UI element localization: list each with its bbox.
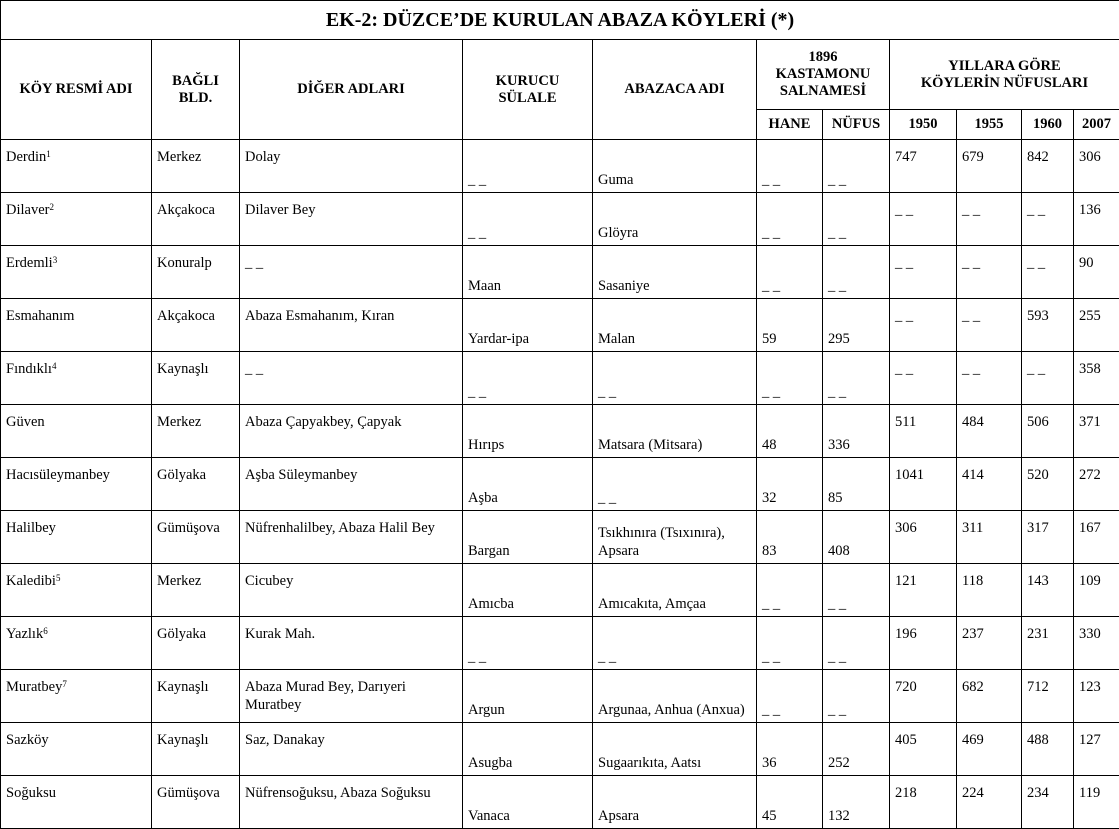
- cell-kurucu: Bargan: [463, 511, 593, 564]
- cell-1950: 121: [890, 564, 957, 617]
- cell-hane: 36: [757, 723, 823, 776]
- table-row: [1, 458, 1119, 511]
- cell-1955: 224: [957, 776, 1022, 829]
- cell-abazaca: Malan: [593, 299, 757, 352]
- cell-1960: 506: [1022, 405, 1074, 458]
- cell-nufus: 132: [823, 776, 890, 829]
- header-yillara-gore-nufus: YILLARA GÖRE KÖYLERİN NÜFUSLARI: [890, 40, 1119, 110]
- cell-koy: Muratbey$^7$: [1, 670, 152, 723]
- cell-1950: 218: [890, 776, 957, 829]
- table-row: [1, 352, 1119, 405]
- cell-kurucu: Vanaca: [463, 776, 593, 829]
- cell-1960: _ _: [1022, 246, 1074, 299]
- header-abazaca-adi: ABAZACA ADI: [593, 40, 757, 140]
- cell-nufus: _ _: [823, 140, 890, 193]
- cell-kurucu: Maan: [463, 246, 593, 299]
- cell-2007: 119: [1074, 776, 1119, 829]
- table-row: [1, 246, 1119, 299]
- cell-1950: _ _: [890, 299, 957, 352]
- cell-diger: Kurak Mah.: [240, 617, 463, 670]
- cell-diger: Abaza Esmahanım, Kıran: [240, 299, 463, 352]
- cell-hane: 48: [757, 405, 823, 458]
- cell-2007: 358: [1074, 352, 1119, 405]
- cell-1960: 842: [1022, 140, 1074, 193]
- cell-bagli: Akçakoca: [152, 299, 240, 352]
- cell-koy: Sazköy: [1, 723, 152, 776]
- cell-bagli: Gümüşova: [152, 511, 240, 564]
- cell-bagli: Konuralp: [152, 246, 240, 299]
- cell-koy: Fındıklı$^4$: [1, 352, 152, 405]
- cell-diger: Abaza Çapyakbey, Çapyak: [240, 405, 463, 458]
- footnote-ref: 6: [43, 626, 48, 636]
- cell-hane: _ _: [757, 617, 823, 670]
- footnote-ref: 2: [49, 202, 54, 212]
- table-row: [1, 299, 1119, 352]
- cell-koy: Derdin$^1$: [1, 140, 152, 193]
- cell-2007: 127: [1074, 723, 1119, 776]
- cell-bagli: Merkez: [152, 140, 240, 193]
- cell-abazaca: _ _: [593, 352, 757, 405]
- cell-bagli: Kaynaşlı: [152, 352, 240, 405]
- cell-hane: 45: [757, 776, 823, 829]
- cell-1955: _ _: [957, 246, 1022, 299]
- cell-nufus: 85: [823, 458, 890, 511]
- cell-kurucu: _ _: [463, 352, 593, 405]
- cell-1960: 488: [1022, 723, 1074, 776]
- cell-koy: Yazlık$^6$: [1, 617, 152, 670]
- cell-1960: 231: [1022, 617, 1074, 670]
- cell-1955: 469: [957, 723, 1022, 776]
- cell-nufus: _ _: [823, 193, 890, 246]
- cell-kurucu: _ _: [463, 193, 593, 246]
- cell-abazaca: Sasaniye: [593, 246, 757, 299]
- table-row: [1, 193, 1119, 246]
- cell-1960: 143: [1022, 564, 1074, 617]
- footnote-ref: 5: [56, 573, 61, 583]
- cell-1960: 712: [1022, 670, 1074, 723]
- cell-koy: Esmahanım: [1, 299, 152, 352]
- cell-hane: _ _: [757, 670, 823, 723]
- cell-2007: 123: [1074, 670, 1119, 723]
- cell-kurucu: Aşba: [463, 458, 593, 511]
- cell-abazaca: Sugaarıkıta, Aatsı: [593, 723, 757, 776]
- cell-1955: _ _: [957, 193, 1022, 246]
- cell-koy: Dilaver$^2$: [1, 193, 152, 246]
- cell-1955: _ _: [957, 299, 1022, 352]
- table-row: [1, 776, 1119, 829]
- footnote-ref: 4: [52, 361, 57, 371]
- cell-nufus: _ _: [823, 352, 890, 405]
- cell-2007: 371: [1074, 405, 1119, 458]
- footnote-ref: 7: [62, 679, 67, 689]
- cell-1960: _ _: [1022, 193, 1074, 246]
- cell-1955: 118: [957, 564, 1022, 617]
- header-koy-resmi-adi: KÖY RESMİ ADI: [1, 40, 152, 140]
- cell-koy: Erdemli$^3$: [1, 246, 152, 299]
- cell-abazaca: Guma: [593, 140, 757, 193]
- cell-hane: _ _: [757, 352, 823, 405]
- cell-1950: 511: [890, 405, 957, 458]
- header-1960: 1960: [1022, 110, 1074, 140]
- cell-2007: 306: [1074, 140, 1119, 193]
- cell-diger: Dolay: [240, 140, 463, 193]
- table-row: [1, 405, 1119, 458]
- cell-1950: _ _: [890, 246, 957, 299]
- table-row: [1, 140, 1119, 193]
- header-2007: 2007: [1074, 110, 1119, 140]
- table-row: [1, 617, 1119, 670]
- cell-1950: 720: [890, 670, 957, 723]
- cell-1950: _ _: [890, 352, 957, 405]
- cell-1960: 317: [1022, 511, 1074, 564]
- cell-koy: Soğuksu: [1, 776, 152, 829]
- cell-bagli: Merkez: [152, 405, 240, 458]
- cell-diger: Nüfrensoğuksu, Abaza Soğuksu: [240, 776, 463, 829]
- cell-kurucu: _ _: [463, 617, 593, 670]
- cell-nufus: _ _: [823, 246, 890, 299]
- cell-nufus: _ _: [823, 670, 890, 723]
- table-row: [1, 564, 1119, 617]
- table-row: [1, 670, 1119, 723]
- footnote-ref: 3: [53, 255, 58, 265]
- cell-2007: 136: [1074, 193, 1119, 246]
- cell-1960: _ _: [1022, 352, 1074, 405]
- cell-bagli: Gümüşova: [152, 776, 240, 829]
- cell-1955: 679: [957, 140, 1022, 193]
- cell-hane: 32: [757, 458, 823, 511]
- cell-kurucu: Hırıps: [463, 405, 593, 458]
- cell-1950: 1041: [890, 458, 957, 511]
- table-row: [1, 511, 1119, 564]
- cell-abazaca: Tsıkhınıra (Tsıxınıra), Apsara: [593, 511, 757, 564]
- cell-diger: Aşba Süleymanbey: [240, 458, 463, 511]
- cell-diger: Abaza Murad Bey, Darıyeri Muratbey: [240, 670, 463, 723]
- cell-abazaca: _ _: [593, 617, 757, 670]
- cell-nufus: 336: [823, 405, 890, 458]
- cell-abazaca: _ _: [593, 458, 757, 511]
- cell-1950: 306: [890, 511, 957, 564]
- cell-bagli: Kaynaşlı: [152, 670, 240, 723]
- header-1950: 1950: [890, 110, 957, 140]
- cell-hane: _ _: [757, 140, 823, 193]
- cell-koy: Kaledibi$^5$: [1, 564, 152, 617]
- cell-bagli: Akçakoca: [152, 193, 240, 246]
- cell-diger: _ _: [240, 352, 463, 405]
- header-nufus: NÜFUS: [823, 110, 890, 140]
- cell-1950: 405: [890, 723, 957, 776]
- cell-bagli: Gölyaka: [152, 617, 240, 670]
- cell-2007: 272: [1074, 458, 1119, 511]
- cell-1950: 747: [890, 140, 957, 193]
- cell-nufus: 408: [823, 511, 890, 564]
- cell-koy: Hacısüleymanbey: [1, 458, 152, 511]
- cell-1955: 484: [957, 405, 1022, 458]
- cell-diger: Dilaver Bey: [240, 193, 463, 246]
- cell-hane: _ _: [757, 246, 823, 299]
- cell-abazaca: Amıcakıta, Amçaa: [593, 564, 757, 617]
- header-hane: HANE: [757, 110, 823, 140]
- cell-nufus: _ _: [823, 617, 890, 670]
- cell-abazaca: Glöyra: [593, 193, 757, 246]
- cell-hane: 59: [757, 299, 823, 352]
- cell-kurucu: Argun: [463, 670, 593, 723]
- cell-diger: _ _: [240, 246, 463, 299]
- table-title: EK-2: DÜZCE’DE KURULAN ABAZA KÖYLERİ (*): [1, 1, 1119, 40]
- cell-abazaca: Apsara: [593, 776, 757, 829]
- cell-1960: 520: [1022, 458, 1074, 511]
- cell-diger: Saz, Danakay: [240, 723, 463, 776]
- cell-hane: _ _: [757, 193, 823, 246]
- table-body: [1, 140, 1119, 829]
- footnote-ref: 1: [46, 149, 51, 159]
- cell-1955: 414: [957, 458, 1022, 511]
- cell-1955: 311: [957, 511, 1022, 564]
- header-kurucu-sulale: KURUCU SÜLALE: [463, 40, 593, 140]
- cell-kurucu: Asugba: [463, 723, 593, 776]
- cell-bagli: Kaynaşlı: [152, 723, 240, 776]
- cell-bagli: Merkez: [152, 564, 240, 617]
- cell-2007: 167: [1074, 511, 1119, 564]
- cell-abazaca: Argunaa, Anhua (Anxua): [593, 670, 757, 723]
- cell-nufus: _ _: [823, 564, 890, 617]
- cell-diger: Nüfrenhalilbey, Abaza Halil Bey: [240, 511, 463, 564]
- cell-2007: 255: [1074, 299, 1119, 352]
- cell-koy: Güven: [1, 405, 152, 458]
- cell-kurucu: Yardar-ipa: [463, 299, 593, 352]
- cell-1960: 593: [1022, 299, 1074, 352]
- cell-diger: Cicubey: [240, 564, 463, 617]
- header-bagli-bld: BAĞLI BLD.: [152, 40, 240, 140]
- cell-kurucu: _ _: [463, 140, 593, 193]
- cell-nufus: 295: [823, 299, 890, 352]
- cell-1955: 237: [957, 617, 1022, 670]
- cell-1955: _ _: [957, 352, 1022, 405]
- cell-nufus: 252: [823, 723, 890, 776]
- cell-1950: 196: [890, 617, 957, 670]
- cell-bagli: Gölyaka: [152, 458, 240, 511]
- header-diger-adlari: DİĞER ADLARI: [240, 40, 463, 140]
- cell-koy: Halilbey: [1, 511, 152, 564]
- cell-hane: _ _: [757, 564, 823, 617]
- cell-2007: 109: [1074, 564, 1119, 617]
- header-1955: 1955: [957, 110, 1022, 140]
- cell-2007: 330: [1074, 617, 1119, 670]
- cell-kurucu: Amıcba: [463, 564, 593, 617]
- cell-1960: 234: [1022, 776, 1074, 829]
- cell-hane: 83: [757, 511, 823, 564]
- cell-1955: 682: [957, 670, 1022, 723]
- cell-1950: _ _: [890, 193, 957, 246]
- cell-abazaca: Matsara (Mitsara): [593, 405, 757, 458]
- header-kastamonu-salnamesi: 1896 KASTAMONU SALNAMESİ: [757, 40, 890, 110]
- table-row: [1, 723, 1119, 776]
- cell-2007: 90: [1074, 246, 1119, 299]
